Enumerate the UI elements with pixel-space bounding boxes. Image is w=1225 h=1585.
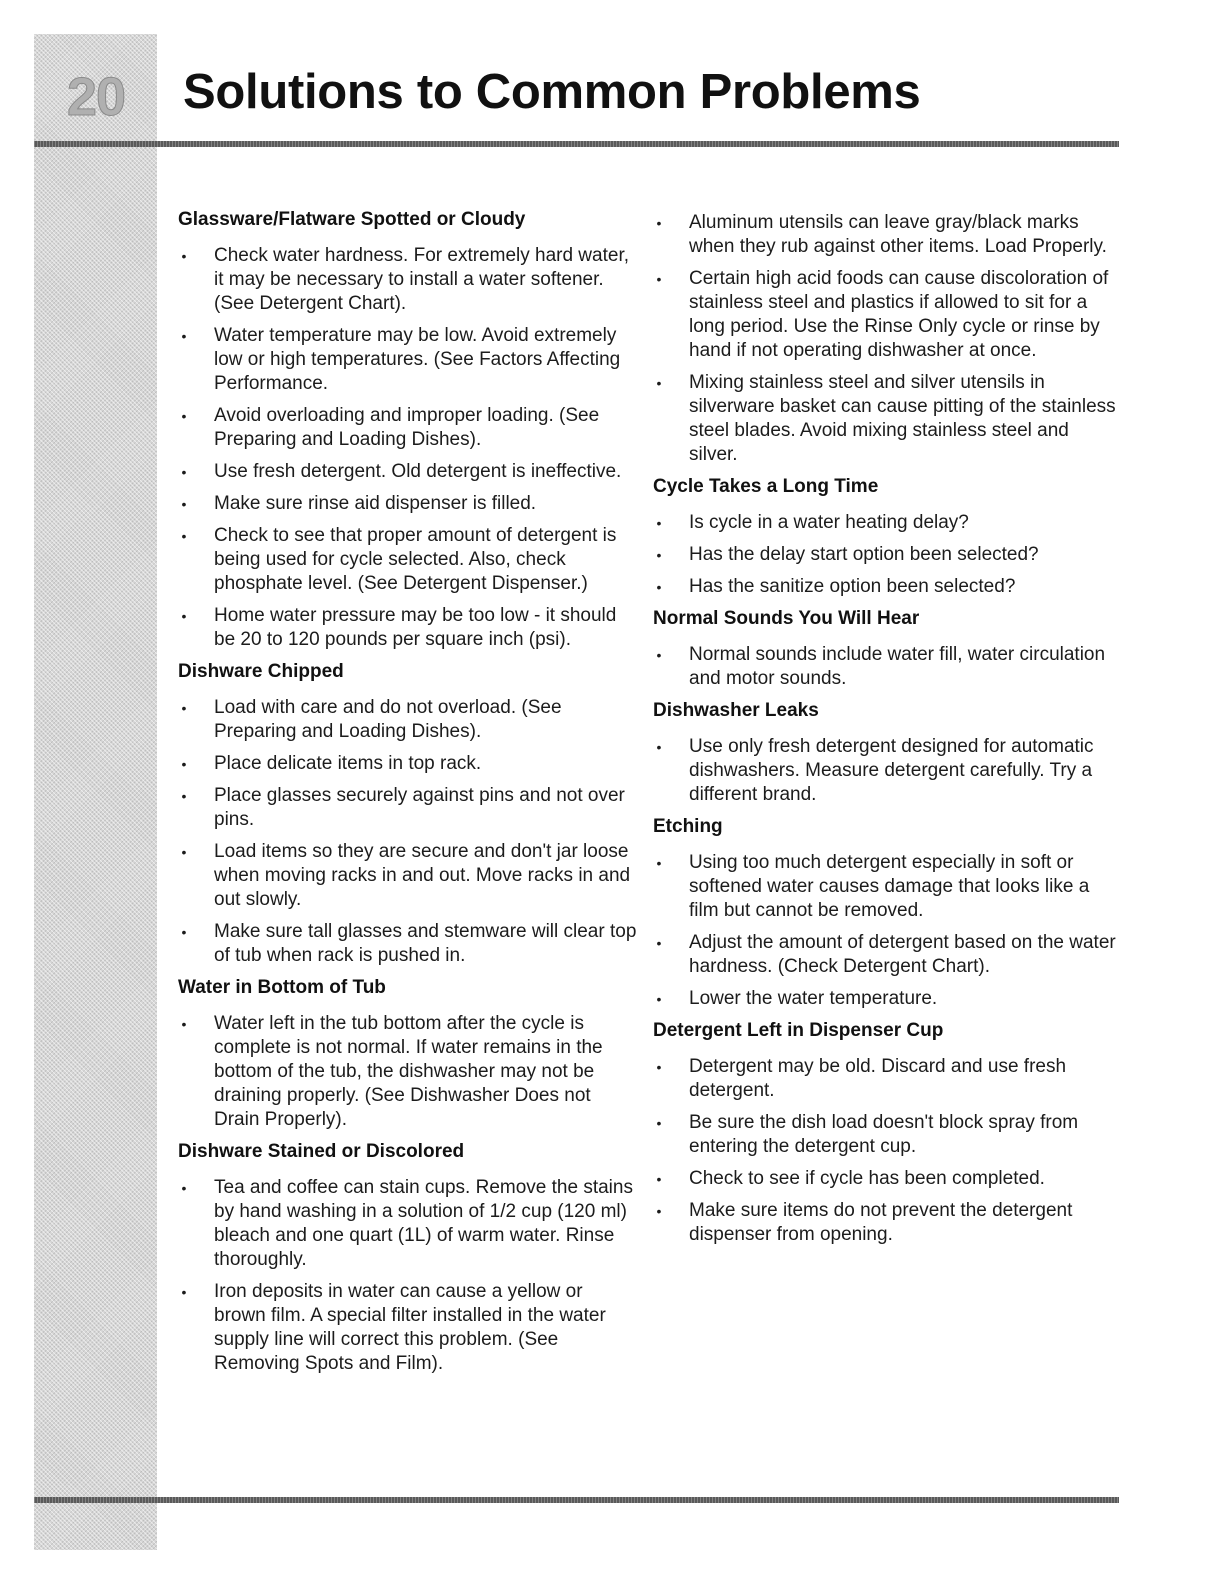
list-item: [653, 987, 1118, 1011]
section-heading: Detergent Left in Dispenser Cup: [653, 1020, 944, 1041]
bullet-icon: •: [181, 844, 187, 860]
header-rule: [34, 141, 1119, 147]
list-item-text: Using too much detergent especially in soft or softened water causes damage that looks like a film but cannot be removed.: [689, 852, 1090, 921]
list-item-text: Make sure rinse aid dispenser is filled.: [214, 493, 537, 514]
list-item: [178, 920, 638, 968]
list-item: [178, 1012, 638, 1132]
list-item: [653, 851, 1118, 923]
bullet-list: [653, 851, 1118, 1011]
bullet-icon: •: [181, 1180, 187, 1196]
list-item-text: Water left in the tub bottom after the cycle is complete is not normal. If water remains in the bottom of the tub, the dishwasher may not be draining properly. (See Dishwasher Does not Drain Properly).: [214, 1013, 603, 1130]
list-item-text: Check water hardness. For extremely hard water, it may be necessary to install a water softener. (See Detergent Chart).: [214, 245, 630, 314]
list-item-text: Normal sounds include water fill, water circulation and motor sounds.: [689, 644, 1106, 689]
side-band: [34, 34, 157, 1550]
list-item-text: Load items so they are secure and don't jar loose when moving racks in and out. Move racks in and out slowly.: [214, 841, 631, 910]
list-item-text: Tea and coffee can stain cups. Remove the stains by hand washing in a solution of 1/2 cup (120 ml) bleach and one quart (1L) of warm water. Rinse thoroughly.: [214, 1177, 633, 1270]
bullet-icon: •: [656, 1171, 662, 1187]
list-item-text: Aluminum utensils can leave gray/black marks when they rub against other items. Load Properly.: [689, 212, 1107, 257]
list-item: [178, 784, 638, 832]
bullet-icon: •: [181, 1284, 187, 1300]
list-item-text: Is cycle in a water heating delay?: [689, 512, 969, 533]
list-item-text: Water temperature may be low. Avoid extremely low or high temperatures. (See Factors Affecting Performance.: [214, 325, 621, 394]
bullet-list: [178, 696, 638, 968]
list-item: [653, 1055, 1118, 1103]
bullet-list: [178, 244, 638, 652]
bullet-icon: •: [181, 408, 187, 424]
list-item: [653, 511, 1118, 535]
section-heading: Glassware/Flatware Spotted or Cloudy: [178, 209, 526, 230]
page-number: 20: [66, 67, 126, 127]
bullet-list: [653, 211, 1118, 467]
list-item-text: Lower the water temperature.: [689, 988, 938, 1009]
list-item-text: Place delicate items in top rack.: [214, 753, 482, 774]
list-item-text: Make sure tall glasses and stemware will clear top of tub when rack is pushed in.: [214, 921, 637, 966]
bullet-icon: •: [656, 991, 662, 1007]
bullet-list: [653, 735, 1118, 807]
bullet-icon: •: [656, 515, 662, 531]
list-item-text: Has the delay start option been selected?: [689, 544, 1039, 565]
section: [653, 699, 1118, 807]
bullet-list: [178, 1176, 638, 1376]
bullet-icon: •: [656, 547, 662, 563]
list-item-text: Load with care and do not overload. (See Preparing and Loading Dishes).: [214, 697, 562, 742]
list-item-text: Place glasses securely against pins and not over pins.: [214, 785, 625, 830]
list-item: [653, 735, 1118, 807]
list-item: [653, 211, 1118, 259]
bullet-icon: •: [181, 248, 187, 264]
bullet-icon: •: [181, 496, 187, 512]
bullet-icon: •: [656, 215, 662, 231]
section: [178, 660, 638, 968]
list-item: [178, 324, 638, 396]
list-item-text: Home water pressure may be too low - it should be 20 to 120 pounds per square inch (psi).: [214, 605, 617, 650]
list-item: [178, 696, 638, 744]
list-item: [653, 1199, 1118, 1247]
bullet-icon: •: [656, 739, 662, 755]
list-item: [178, 752, 638, 776]
bullet-icon: •: [181, 464, 187, 480]
section: [653, 607, 1118, 691]
list-item: [178, 492, 638, 516]
bullet-icon: •: [181, 608, 187, 624]
list-item: [653, 1111, 1118, 1159]
section-heading: Normal Sounds You Will Hear: [653, 608, 920, 629]
list-item-text: Mixing stainless steel and silver utensils in silverware basket can cause pitting of the stainless steel blades. Avoid mixing stainless steel and silver.: [689, 372, 1116, 465]
bullet-icon: •: [656, 375, 662, 391]
bullet-icon: •: [181, 328, 187, 344]
bullet-icon: •: [181, 1016, 187, 1032]
right-column: [653, 211, 1118, 1255]
list-item: [178, 244, 638, 316]
footer-rule: [34, 1497, 1119, 1503]
page-title: Solutions to Common Problems: [183, 65, 921, 119]
bullet-icon: •: [181, 788, 187, 804]
section: [653, 211, 1118, 467]
section-heading: Etching: [653, 816, 723, 837]
list-item: [178, 460, 638, 484]
section: [653, 1019, 1118, 1247]
section-heading: Dishware Chipped: [178, 661, 344, 682]
list-item: [653, 371, 1118, 467]
list-item: [653, 543, 1118, 567]
section-heading: Water in Bottom of Tub: [178, 977, 386, 998]
bullet-icon: •: [656, 1059, 662, 1075]
section: [653, 815, 1118, 1011]
section: [653, 475, 1118, 599]
list-item: [178, 1176, 638, 1272]
section-heading: Cycle Takes a Long Time: [653, 476, 879, 497]
left-column: [178, 208, 638, 1384]
list-item: [178, 840, 638, 912]
bullet-icon: •: [656, 1203, 662, 1219]
bullet-icon: •: [656, 271, 662, 287]
list-item-text: Make sure items do not prevent the detergent dispenser from opening.: [689, 1200, 1073, 1245]
list-item-text: Be sure the dish load doesn't block spray from entering the detergent cup.: [689, 1112, 1079, 1157]
bullet-icon: •: [656, 935, 662, 951]
section-heading: Dishwasher Leaks: [653, 700, 819, 721]
bullet-list: [653, 1055, 1118, 1247]
bullet-icon: •: [656, 855, 662, 871]
list-item: [653, 575, 1118, 599]
list-item-text: Avoid overloading and improper loading. (See Preparing and Loading Dishes).: [214, 405, 600, 450]
bullet-icon: •: [181, 924, 187, 940]
list-item-text: Use only fresh detergent designed for automatic dishwashers. Measure detergent carefully. Try a different brand.: [689, 736, 1094, 805]
bullet-icon: •: [656, 579, 662, 595]
list-item-text: Certain high acid foods can cause discoloration of stainless steel and plastics if allowed to sit for a long period. Use the Rinse Only cycle or rinse by hand if not operating dishwasher at once.: [689, 268, 1109, 361]
list-item: [178, 604, 638, 652]
list-item-text: Iron deposits in water can cause a yellow or brown film. A special filter installed in the water supply line will correct this problem. (See Removing Spots and Film).: [214, 1281, 606, 1374]
section: [178, 1140, 638, 1376]
list-item-text: Adjust the amount of detergent based on the water hardness. (Check Detergent Chart).: [689, 932, 1116, 977]
section: [178, 976, 638, 1132]
section-heading: Dishware Stained or Discolored: [178, 1141, 465, 1162]
list-item: [178, 524, 638, 596]
bullet-list: [653, 643, 1118, 691]
list-item-text: Has the sanitize option been selected?: [689, 576, 1016, 597]
bullet-list: [653, 511, 1118, 599]
bullet-icon: •: [656, 647, 662, 663]
bullet-icon: •: [181, 700, 187, 716]
list-item-text: Use fresh detergent. Old detergent is ineffective.: [214, 461, 622, 482]
list-item: [178, 1280, 638, 1376]
bullet-icon: •: [656, 1115, 662, 1131]
bullet-icon: •: [181, 528, 187, 544]
list-item: [178, 404, 638, 452]
list-item: [653, 643, 1118, 691]
list-item: [653, 1167, 1118, 1191]
bullet-list: [178, 1012, 638, 1132]
list-item-text: Check to see if cycle has been completed.: [689, 1168, 1045, 1189]
list-item-text: Detergent may be old. Discard and use fresh detergent.: [689, 1056, 1067, 1101]
section: [178, 208, 638, 652]
list-item: [653, 267, 1118, 363]
list-item-text: Check to see that proper amount of detergent is being used for cycle selected. Also, check phosphate level. (See Detergent Dispenser.): [214, 525, 617, 594]
list-item: [653, 931, 1118, 979]
bullet-icon: •: [181, 756, 187, 772]
